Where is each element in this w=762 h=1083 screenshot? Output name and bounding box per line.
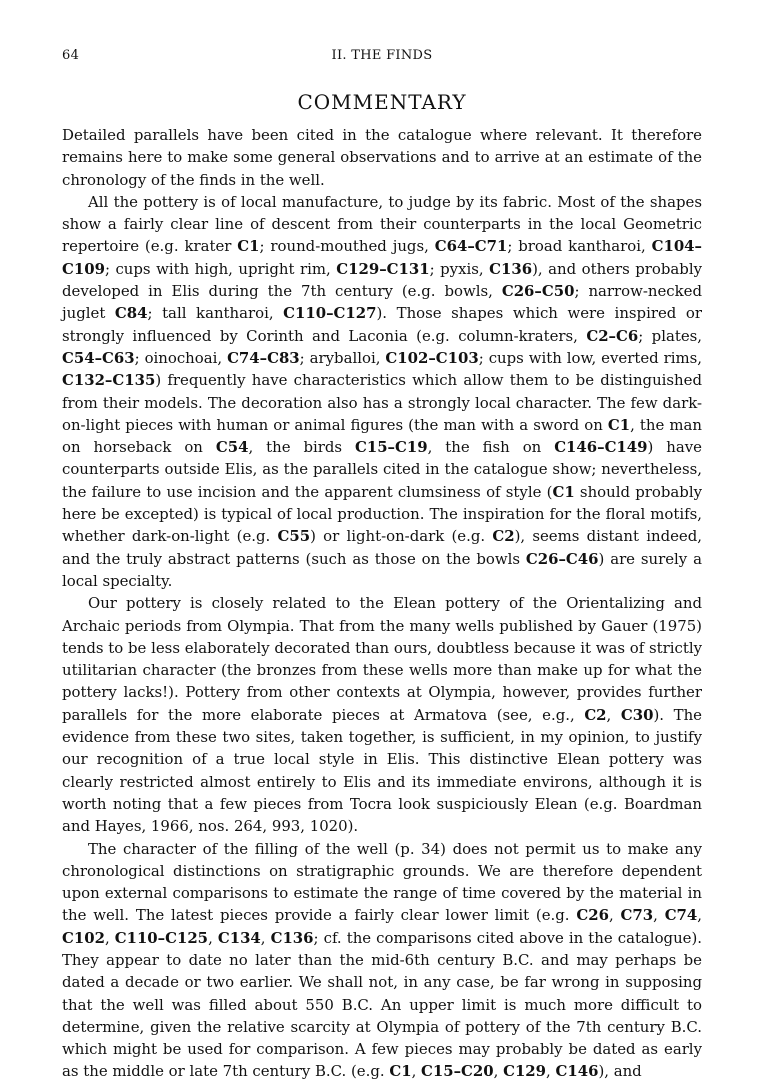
catalogue-reference: C64–C71	[434, 237, 508, 256]
catalogue-reference: C2	[584, 705, 607, 724]
page-number: 64	[62, 48, 80, 63]
catalogue-reference: C84	[114, 304, 148, 323]
catalogue-reference: C1	[552, 482, 575, 501]
catalogue-reference: C26–C46	[525, 549, 599, 568]
running-head: II. THE FINDS	[331, 48, 433, 63]
catalogue-reference: C1	[237, 237, 260, 256]
catalogue-reference: C26–C50	[501, 282, 575, 301]
catalogue-reference: C74	[664, 906, 698, 925]
catalogue-reference: C54	[215, 438, 249, 457]
section-title: COMMENTARY	[297, 90, 467, 114]
catalogue-reference: C1	[607, 415, 631, 434]
catalogue-reference: C129–C131	[336, 259, 430, 278]
catalogue-reference: C54–C63	[62, 348, 135, 367]
catalogue-reference: C74–C83	[227, 348, 300, 367]
catalogue-reference: C134	[217, 928, 261, 947]
catalogue-reference: C102–C103	[385, 348, 479, 367]
catalogue-reference: C26	[576, 906, 609, 925]
catalogue-reference: C2	[492, 527, 515, 546]
catalogue-reference: C1	[389, 1062, 412, 1081]
catalogue-reference: C104–C109	[62, 237, 702, 278]
catalogue-reference: C146	[555, 1062, 599, 1081]
catalogue-reference: C110–C127	[283, 304, 377, 323]
catalogue-reference: C129	[503, 1062, 547, 1081]
catalogue-reference: C146–C149	[554, 438, 648, 457]
catalogue-reference: C55	[277, 527, 311, 546]
paragraph: Our pottery is closely related to the Elean pottery of the Orientalizing and Archaic periods from Olympia. That from the many wells published by Gauer (1975) tends to be less elaborately decorated than ours, doubtless because it was of strictly utilitarian character (the bronzes from these wells more than make up for what the pottery lacks!). Pottery from other contexts at Olympia, however, provides further parallels for the more elaborate pieces at Armatova (see, e.g., C2, C30). The evidence from these two sites, taken together, is sufficient, in my opinion, to justify our recognition of a true local style in Elis. This distinctive Elean pottery was clearly restricted almost entirely to Elis and its immediate environs, although it is worth noting that a few pieces from Tocra look suspiciously Elean (e.g. Boardman and Hayes, 1966, nos. 264, 993, 1020).	[62, 594, 702, 836]
catalogue-reference: C136	[489, 259, 533, 278]
paragraph: All the pottery is of local manufacture, to judge by its fabric. Most of the shapes show a fairly clear line of descent from their counterparts in the local Geometric repertoire (e.g. krater C1; round-mouthed jugs, C64–C71; broad kantharoi, C104–C109; cups with high, upright rim, C129–C131; pyxis, C136), and others probably developed in Elis during the 7th century (e.g. bowls, C26–C50; narrow-necked juglet C84; tall kantharoi, C110–C127). Those shapes which were inspired or strongly influenced by Corinth and Laconia (e.g. column-kraters, C2–C6; plates, C54–C63; oinochoai, C74–C83; aryballoi, C102–C103; cups with low, everted rims, C132–C135) frequently have characteristics which allow them to be distinguished from their models. The decoration also has a strongly local character. The few dark-on-light pieces with human or animal figures (the man with a sword on C1, the man on horseback on C54, the birds C15–C19, the fish on C146–C149) have counterparts outside Elis, as the parallels cited in the catalogue show; nevertheless, the failure to use incision and the apparent clumsiness of style (C1 should probably here be excepted) is typical of local production. The inspiration for the floral motifs, whether dark-on-light (e.g. C55) or light-on-dark (e.g. C2), seems distant indeed, and the truly abstract patterns (such as those on the bowls C26–C46) are surely a local specialty.	[62, 192, 703, 590]
catalogue-reference: C132–C135	[62, 371, 156, 390]
paragraph: Detailed parallels have been cited in the catalogue where relevant. It therefore remains here to make some general observations and to arrive at an estimate of the chronology of the finds in the well.	[62, 126, 702, 189]
catalogue-reference: C30	[620, 705, 654, 724]
catalogue-reference: C136	[270, 928, 314, 947]
catalogue-reference: C102	[62, 928, 105, 947]
body-text	[62, 124, 702, 1083]
catalogue-reference: C15–C20	[421, 1062, 494, 1081]
paragraph: The character of the filling of the well (p. 34) does not permit us to make any chronological distinctions on stratigraphic grounds. We are therefore dependent upon external comparisons to estimate the range of time covered by the material in the well. The latest pieces provide a fairly clear lower limit (e.g. C26, C73, C74, C102, C110–C125, C134, C136; cf. the comparisons cited above in the catalogue). They appear to date no later than the mid-6th century B.C. and may perhaps be dated a decade or two earlier. We shall not, in any case, be far wrong in supposing that the well was filled about 550 B.C. An upper limit is much more difficult to determine, given the relative scarcity at Olympia of pottery of the 7th century B.C. which might be used for comparison. A few pieces may probably be dated as early as the middle or late 7th century B.C. (e.g. C1, C15–C20, C129, C146), and	[62, 839, 703, 1081]
page-header	[62, 44, 702, 64]
catalogue-reference: C15–C19	[354, 438, 428, 457]
catalogue-reference: C2–C6	[586, 326, 639, 345]
catalogue-reference: C73	[620, 906, 654, 925]
catalogue-reference: C110–C125	[114, 928, 209, 947]
